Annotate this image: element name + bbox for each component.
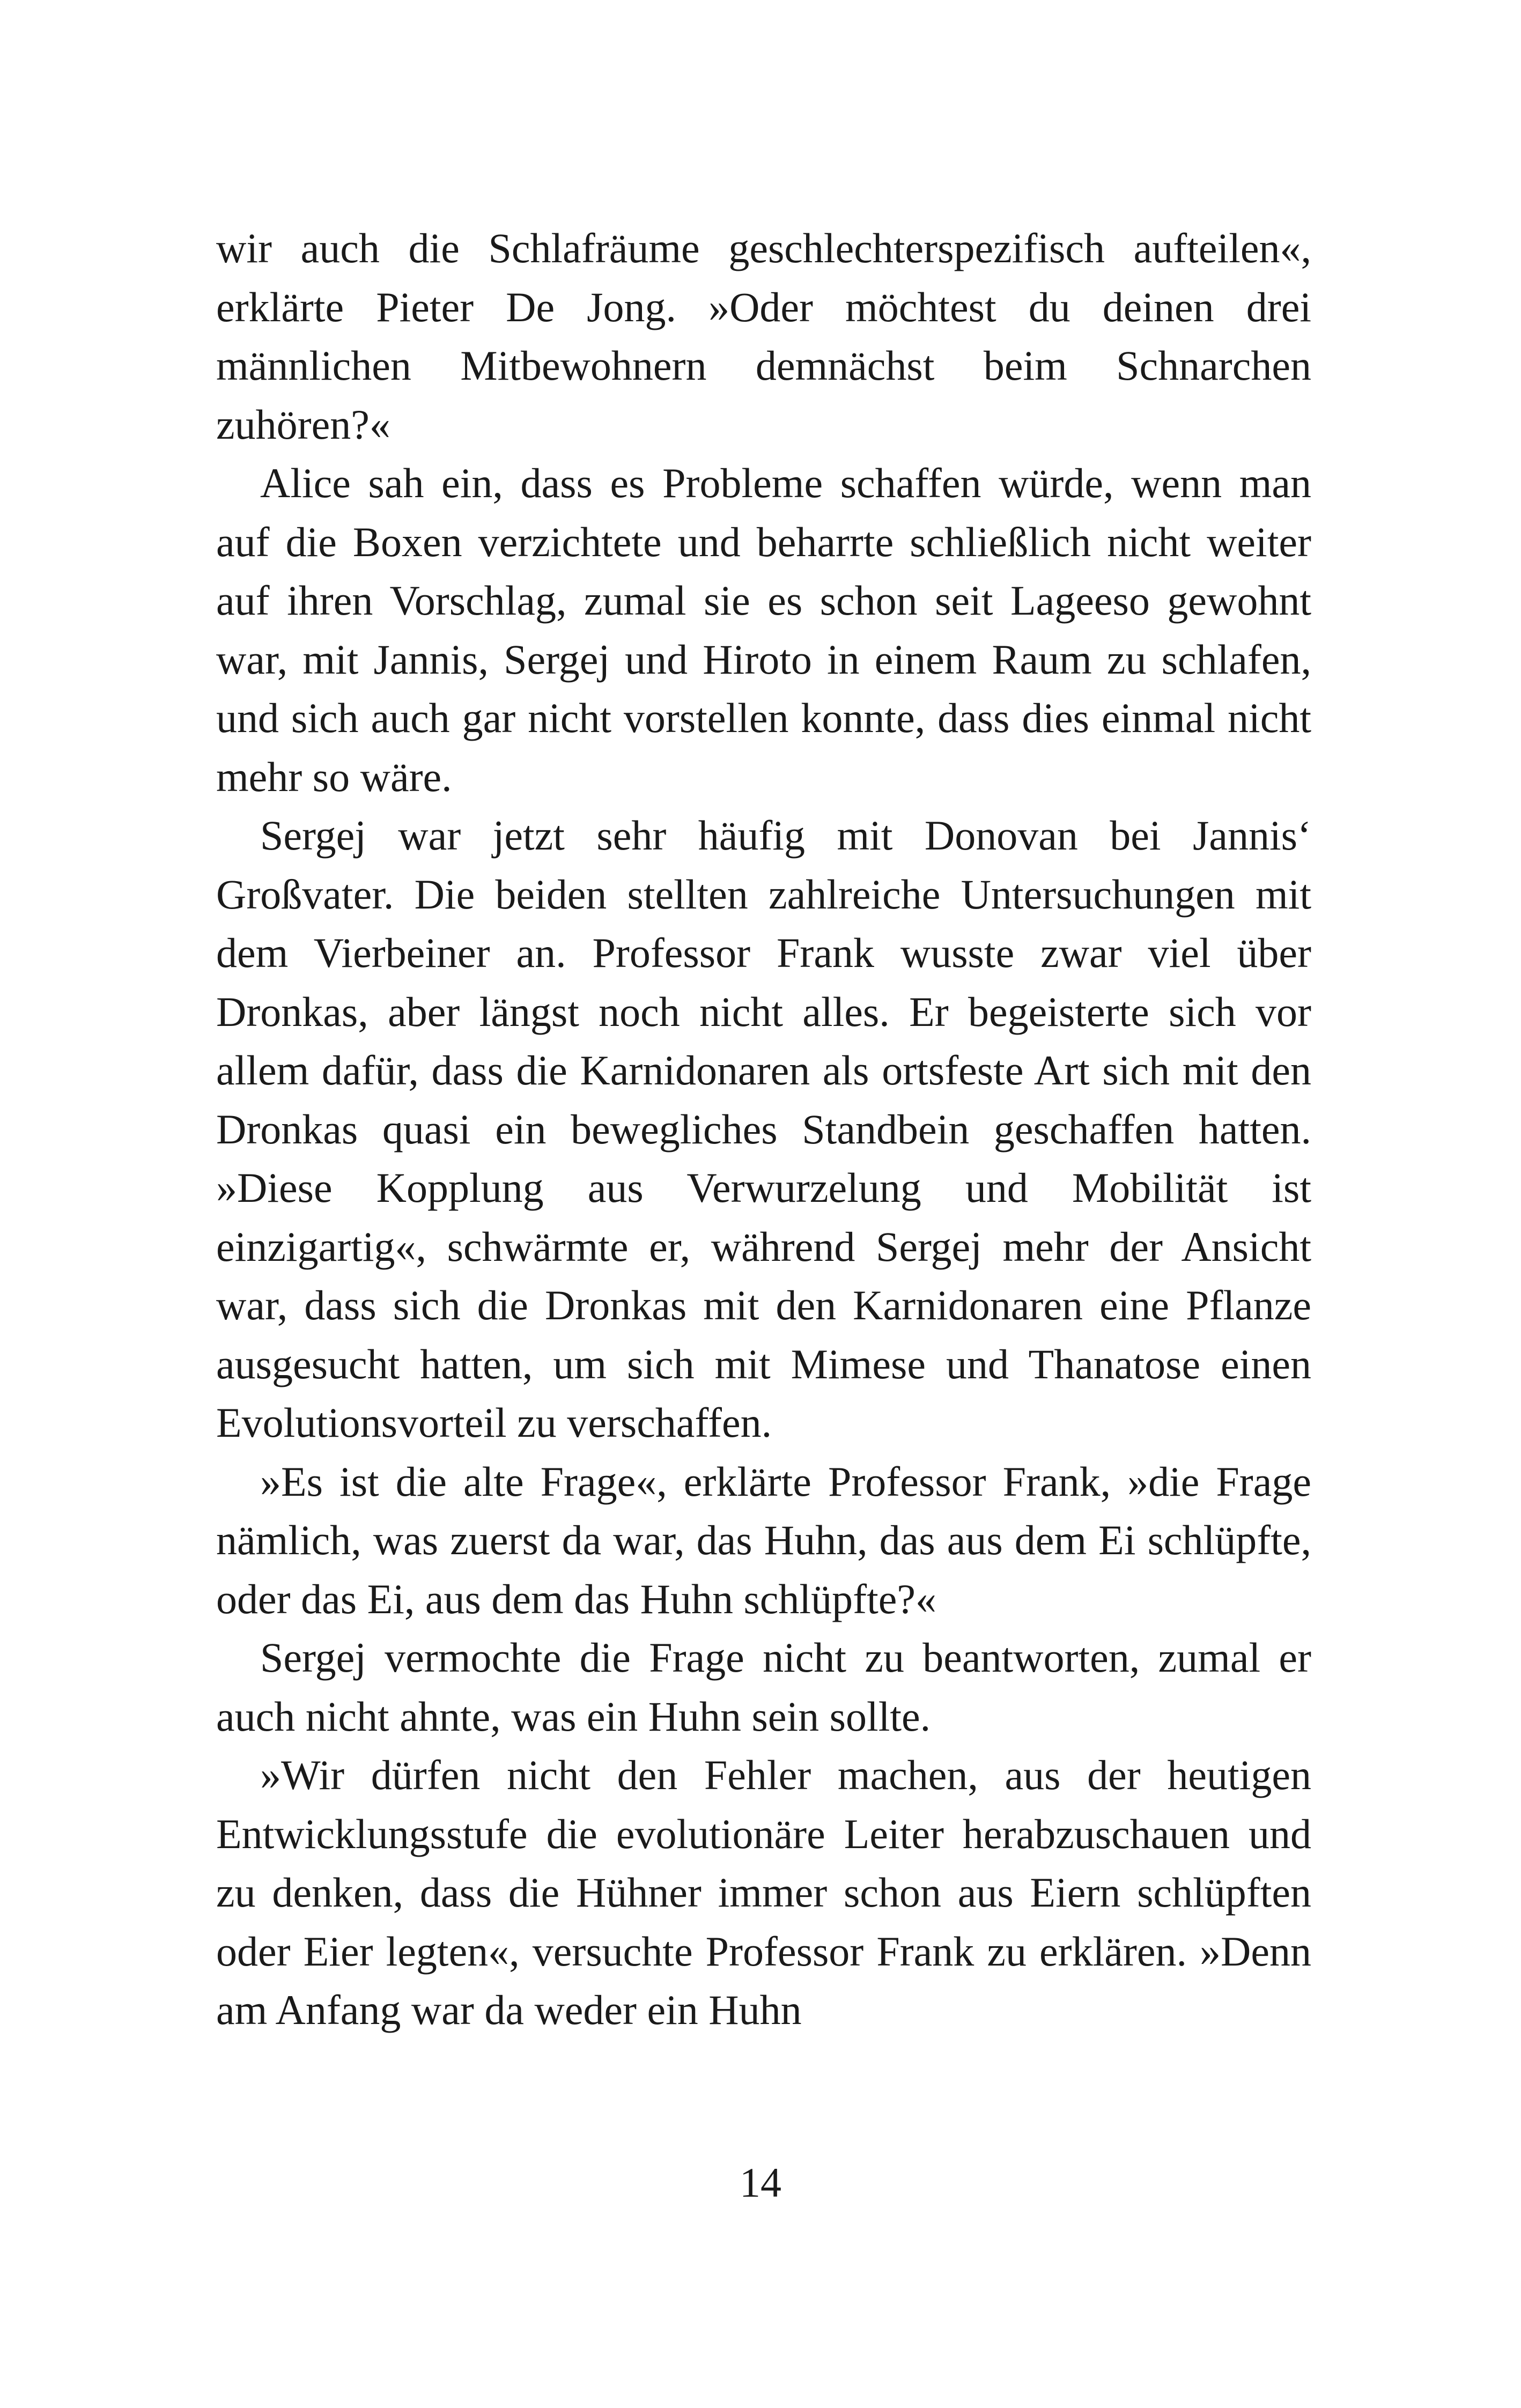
body-text <box>216 219 1311 2040</box>
paragraph-4: »Es ist die alte Frage«, erklärte Professor Frank, »die Frage nämlich, was zuerst da war, das Huhn, das aus dem Ei schlüpfte, oder das Ei, aus dem das Huhn schlüpfte?« <box>216 1458 1311 1622</box>
paragraph-5: Sergej vermochte die Frage nicht zu beantworten, zumal er auch nicht ahnte, was ein Huhn sein sollte. <box>216 1634 1311 1740</box>
paragraph-3: Sergej war jetzt sehr häufig mit Donovan bei Jannis‘ Großvater. Die beiden stellten zahlreiche Untersuchungen mit dem Vierbeiner an. Professor Frank wusste zwar viel über Dronkas, aber längst noch nicht alles. Er begeisterte sich vor allem dafür, dass die Karnidonaren als ortsfeste Art sich mit den Dronkas quasi ein bewegliches Standbein geschaffen hatten. »Diese Kopplung aus Verwurzelung und Mobilität ist einzigartig«, schwärmte er, während Sergej mehr der Ansicht war, dass sich die Dronkas mit den Karnidonaren eine Pflanze ausgesucht hatten, um sich mit Mimese und Thanatose einen Evolutionsvorteil zu verschaffen. <box>216 812 1311 1446</box>
page-number: 14 <box>740 2159 781 2206</box>
paragraph-1: wir auch die Schlafräume geschlechterspezifisch aufteilen«, erklärte Pieter De Jong. »Oder möchtest du deinen drei männlichen Mitbewohnern demnächst beim Schnarchen zuhören?« <box>216 225 1311 448</box>
paragraph-2: Alice sah ein, dass es Probleme schaffen würde, wenn man auf die Boxen verzichtete und beharrte schließlich nicht weiter auf ihren Vorschlag, zumal sie es schon seit Lageeso gewohnt war, mit Jannis, Sergej und Hiroto in einem Raum zu schlafen, und sich auch gar nicht vorstellen konnte, dass dies einmal nicht mehr so wäre. <box>216 460 1311 800</box>
paragraph-6: »Wir dürfen nicht den Fehler machen, aus der heutigen Entwicklungsstufe die evolutionäre Leiter herabzuschauen und zu denken, dass die Hühner immer schon aus Eiern schlüpften oder Eier legten«, versuchte Professor Frank zu erklären. »Denn am Anfang war da weder ein Huhn <box>216 1752 1311 2033</box>
